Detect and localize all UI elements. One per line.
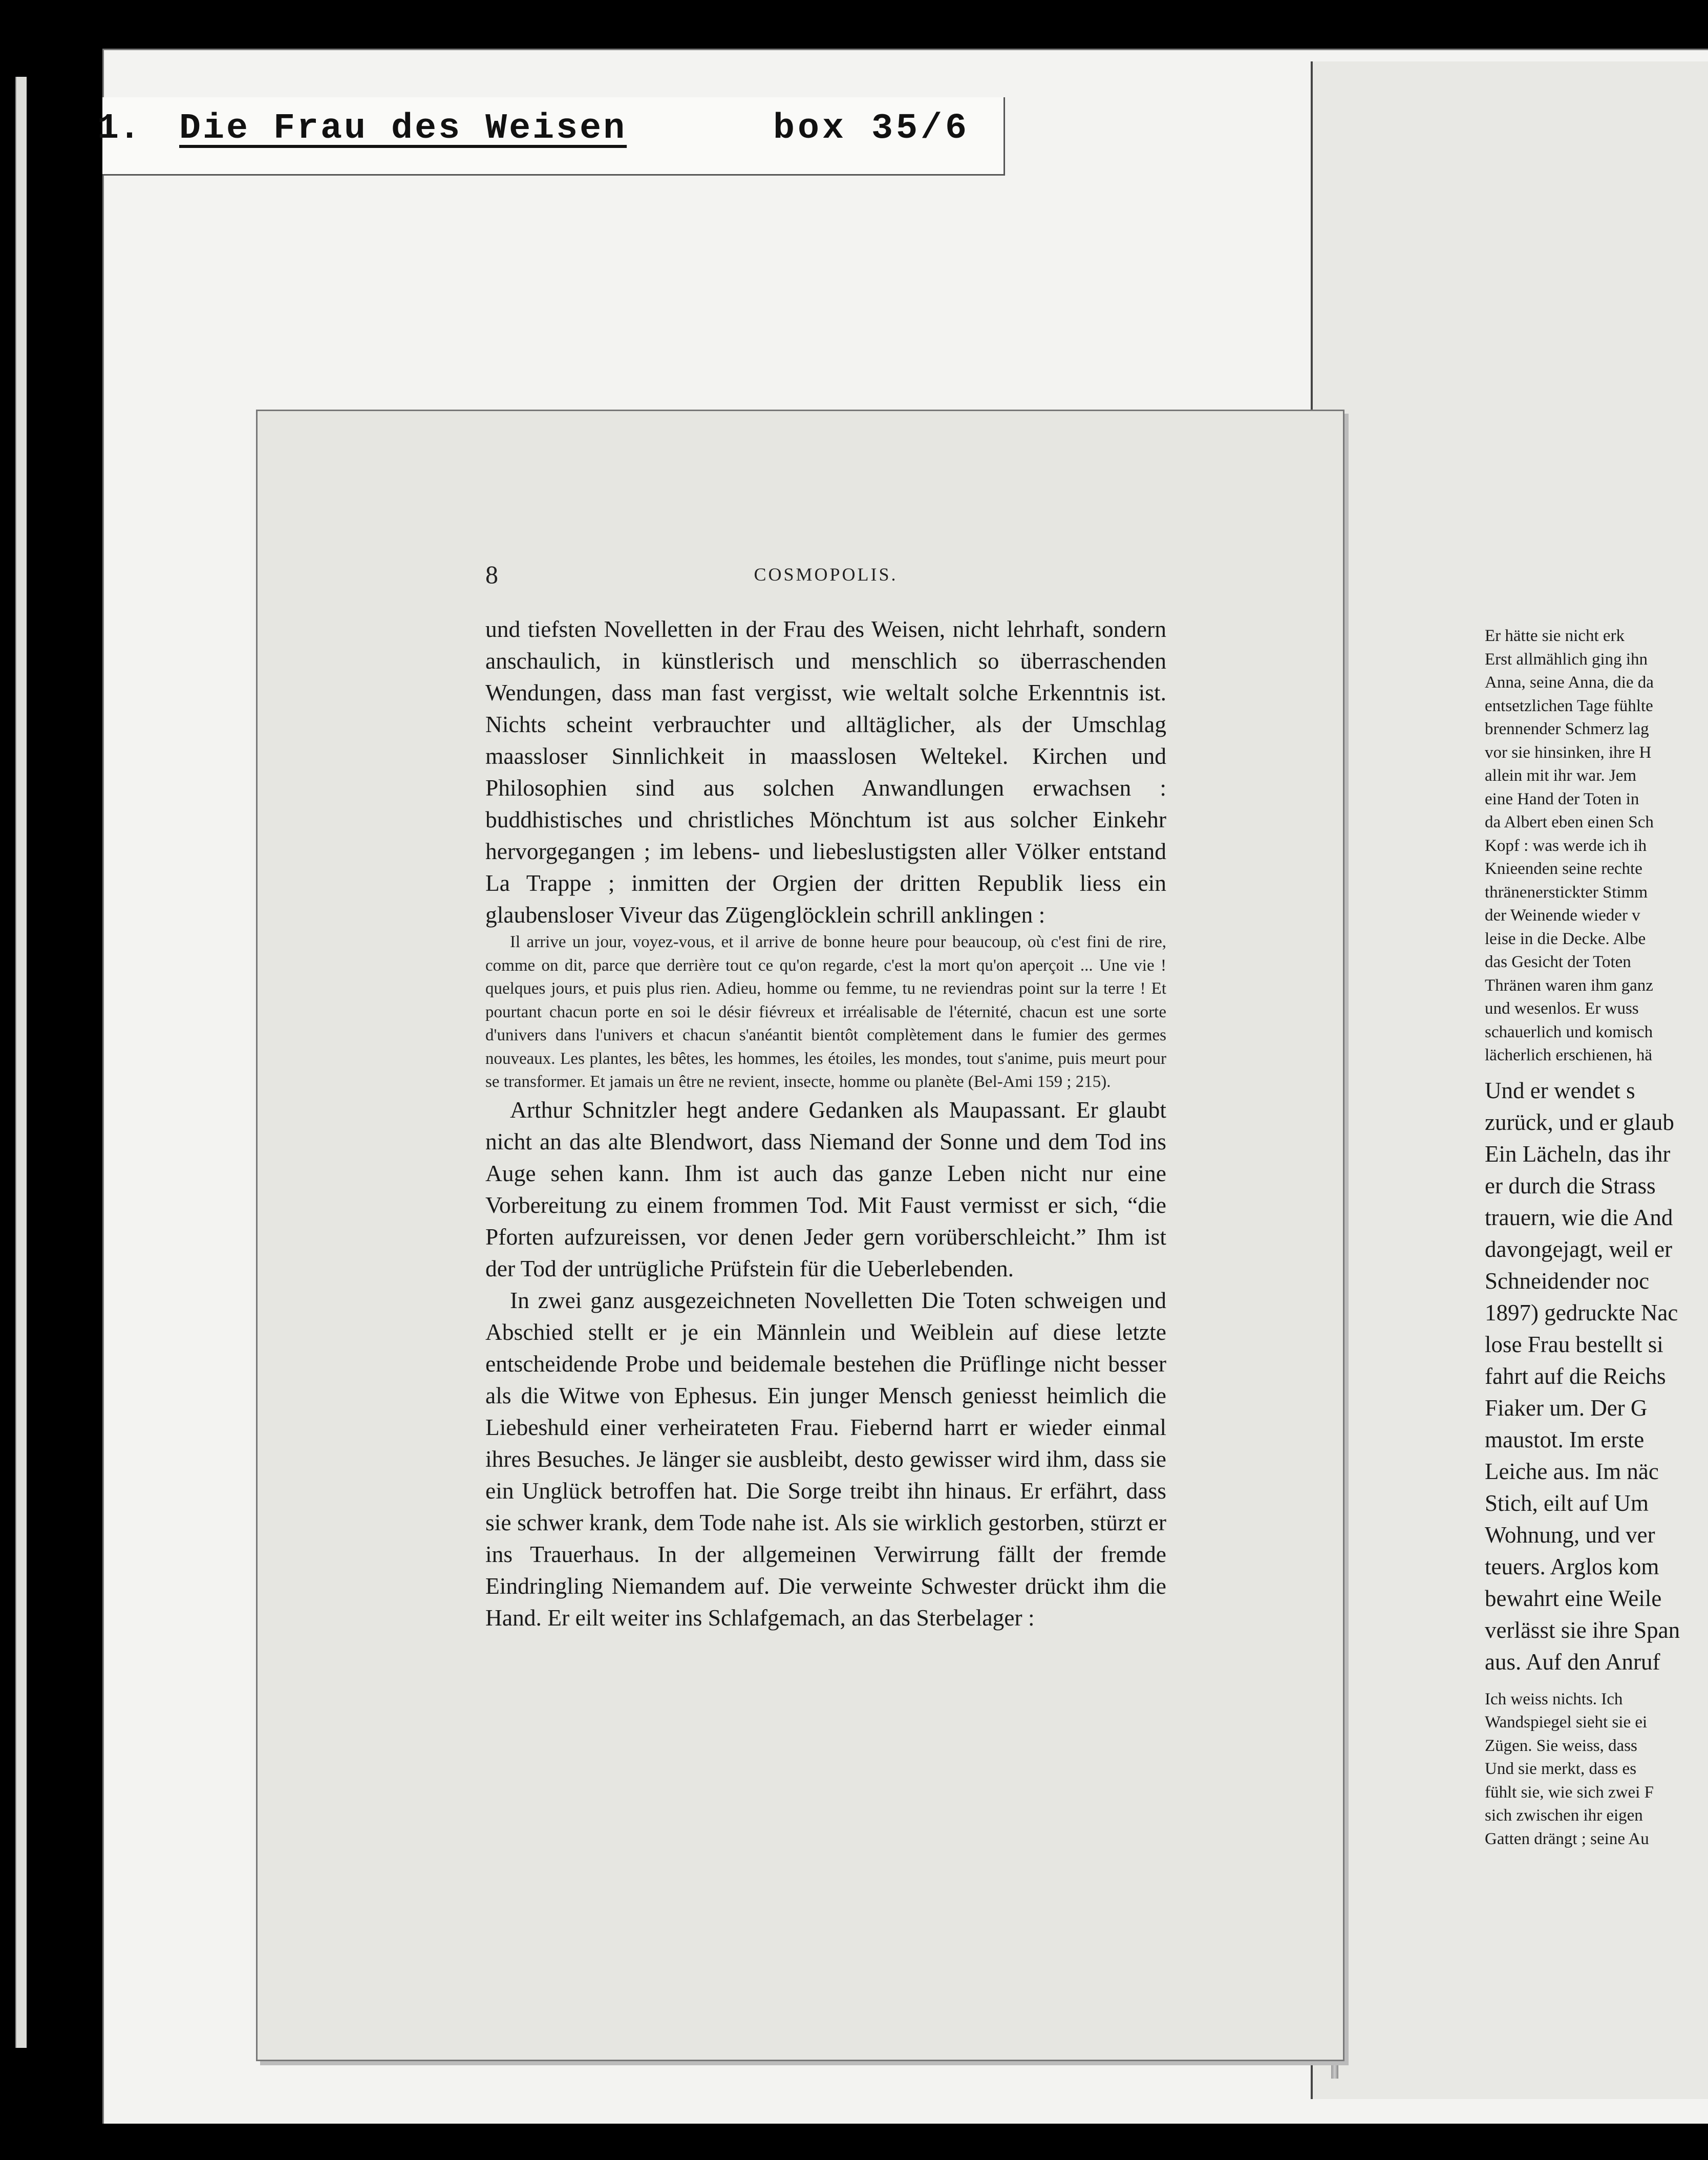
adjacent-line: und wesenlos. Er wuss bbox=[1485, 999, 1639, 1018]
adjacent-line: trauern, wie die And bbox=[1485, 1204, 1673, 1230]
adjacent-line: Stich, eilt auf Um bbox=[1485, 1490, 1649, 1516]
adjacent-line: Und sie merkt, dass es bbox=[1485, 1760, 1637, 1778]
adjacent-line: allein mit ihr war. Jem bbox=[1485, 766, 1637, 785]
archive-label-title: Die Frau des Weisen bbox=[179, 109, 627, 149]
paragraph-2: Arthur Schnitzler hegt andere Gedanken als Maupassant. Er glaubt nicht an das alte Blendwort, dass Niemand der Sonne und dem Tod ins Auge sehen kann. Ihm ist auch das ganze Leben nicht nur eine Vorbereitung zu einem frommen Tod. Mit Faust vermisst er sich, “die Pforten aufzureissen, vor denen Jeder gern vorüberschleicht.” Ihm ist der Tod der untrügliche Prüfstein für die Ueberlebenden. bbox=[485, 1096, 1166, 1281]
adjacent-line: verlässt sie ihre Span bbox=[1485, 1617, 1680, 1643]
adjacent-line: schauerlich und komisch bbox=[1485, 1022, 1653, 1041]
adjacent-line: 1897) gedruckte Nac bbox=[1485, 1299, 1678, 1325]
adjacent-line: der Weinende wieder v bbox=[1485, 906, 1640, 925]
adjacent-line: Knieenden seine rechte bbox=[1485, 860, 1642, 878]
adjacent-small-text-top bbox=[1485, 625, 1708, 1067]
adjacent-line: lose Frau bestellt si bbox=[1485, 1331, 1663, 1357]
adjacent-large-text bbox=[1485, 1075, 1708, 1678]
adjacent-line: maustot. Im erste bbox=[1485, 1426, 1645, 1452]
adjacent-line: Er hätte sie nicht erk bbox=[1485, 627, 1625, 645]
adjacent-line: Erst allmählich ging ihn bbox=[1485, 650, 1648, 669]
adjacent-small-text-bottom bbox=[1485, 1688, 1708, 1851]
paragraph-3: In zwei ganz ausgezeichneten Novelletten Die Toten schweigen und Abschied stellt er je ein Männlein und Weiblein auf diese letzte entscheidende Probe und beidemale bestehen die Prüflinge nicht besser als die Witwe von Ephesus. Ein junger Mensch geniesst heimlich die Liebeshuld einer verheirateten Frau. Fiebernd harrt er wieder einmal ihres Besuches. Je länger sie ausbleibt, desto gewisser wird ihm, dass sie ein Unglück betroffen hat. Die Sorge treibt ihn hinaus. Er erfährt, dass sie schwer krank, dem Tode nahe ist. Als sie wirklich gestorben, stürzt er ins Trauerhaus. In der allgemeinen Verwirrung fällt der fremde Eindringling Niemandem auf. Die verweinte Schwester drückt ihm die Hand. Er eilt weiter ins Schlafgemach, an das Sterbelager : bbox=[485, 1287, 1166, 1631]
adjacent-line: leise in die Decke. Albe bbox=[1485, 929, 1646, 948]
adjacent-line: Thränen waren ihm ganz bbox=[1485, 976, 1653, 995]
adjacent-line: Ein Lächeln, das ihr bbox=[1485, 1141, 1671, 1167]
adjacent-line: das Gesicht der Toten bbox=[1485, 953, 1631, 971]
adjacent-line: thränenerstickter Stimm bbox=[1485, 883, 1648, 902]
adjacent-line: brennender Schmerz lag bbox=[1485, 720, 1649, 738]
adjacent-line: er durch die Strass bbox=[1485, 1172, 1656, 1199]
archive-label-box: box 35/6 bbox=[773, 109, 970, 149]
adjacent-line: Kopf : was werde ich ih bbox=[1485, 836, 1647, 855]
page-header bbox=[485, 560, 1166, 590]
adjacent-line: Wohnung, und ver bbox=[1485, 1522, 1655, 1548]
running-head: COSMOPOLIS. bbox=[754, 564, 898, 585]
adjacent-line: Schneidender noc bbox=[1485, 1268, 1650, 1294]
archive-label-number: 1. bbox=[97, 109, 141, 149]
adjacent-line: fahrt auf die Reichs bbox=[1485, 1363, 1666, 1389]
paragraph-1: und tiefsten Novelletten in der Frau des Weisen, nicht lehrhaft, sondern anschaulich, in künstlerisch und menschlich so überraschenden Wendungen, dass man fast vergisst, wie weltalt solche Erkenntnis ist. Nichts scheint verbrauchter und alltäglicher, als der Umschlag maassloser Sinnlichkeit in maasslosen Weltekel. Kirchen und Philosophien sind aus solchen Anwandlungen erwachsen : buddhistisches und christliches Mönchtum ist aus solcher Einkehr hervorgegangen ; im lebens- und liebeslustigsten aller Völker entstand La Trappe ; inmitten der Orgien der dritten Republik liess ein glaubensloser Viveur das Zügenglöcklein schrill anklingen : bbox=[485, 616, 1166, 928]
adjacent-line: zurück, und er glaub bbox=[1485, 1109, 1674, 1135]
adjacent-line: Fiaker um. Der G bbox=[1485, 1395, 1648, 1421]
adjacent-line: eine Hand der Toten in bbox=[1485, 789, 1639, 808]
magazine-page bbox=[256, 410, 1344, 2061]
adjacent-line: Leiche aus. Im näc bbox=[1485, 1458, 1659, 1484]
page-number: 8 bbox=[485, 560, 498, 589]
article-body bbox=[485, 613, 1166, 1634]
adjacent-line: Anna, seine Anna, die da bbox=[1485, 673, 1654, 692]
adjacent-page-text bbox=[1485, 625, 1708, 1905]
adjacent-line: lächerlich erschienen, hä bbox=[1485, 1046, 1653, 1064]
adjacent-line: bewahrt eine Weile bbox=[1485, 1585, 1662, 1611]
adjacent-line: davongejagt, weil er bbox=[1485, 1236, 1673, 1262]
adjacent-line: vor sie hinsinken, ihre H bbox=[1485, 743, 1652, 762]
adjacent-line: Gatten drängt ; seine Au bbox=[1485, 1829, 1649, 1848]
adjacent-line: Ich weiss nichts. Ich bbox=[1485, 1689, 1623, 1708]
adjacent-line: entsetzlichen Tage fühlte bbox=[1485, 696, 1653, 715]
adjacent-line: aus. Auf den Anruf bbox=[1485, 1649, 1660, 1675]
adjacent-line: sich zwischen ihr eigen bbox=[1485, 1806, 1643, 1825]
adjacent-line: Zügen. Sie weiss, dass bbox=[1485, 1736, 1637, 1755]
adjacent-line: da Albert eben einen Sch bbox=[1485, 813, 1654, 831]
adjacent-line: Wandspiegel sieht sie ei bbox=[1485, 1713, 1648, 1731]
adjacent-line: Und er wendet s bbox=[1485, 1077, 1635, 1103]
scan-edge-strip bbox=[15, 77, 27, 2048]
archive-label bbox=[97, 97, 1005, 176]
french-quote: Il arrive un jour, voyez-vous, et il arrive de bonne heure pour beaucoup, où c'est fini de rire, comme on dit, parce que derrière tout ce qu'on regarde, c'est la mort qu'on aperçoit ... Une vie ! quelques jours, et puis plus rien. Adieu, homme ou femme, tu ne reviendras point sur la terre ! Et pourtant chacun porte en soi le désir fiévreux et irréalisable de l'éternité, chacun est une sorte d'univers dans l'univers et chacun s'anéantit bientôt complètement dans le fumier des germes nouveaux. Les plantes, les bêtes, les hommes, les étoiles, les mondes, tout s'anime, puis meurt pour se transformer. Et jamais un être ne revient, insecte, homme ou planète (Bel-Ami 159 ; 215). bbox=[485, 933, 1166, 1091]
adjacent-line: teuers. Arglos kom bbox=[1485, 1553, 1659, 1579]
adjacent-line: fühlt sie, wie sich zwei F bbox=[1485, 1783, 1654, 1802]
